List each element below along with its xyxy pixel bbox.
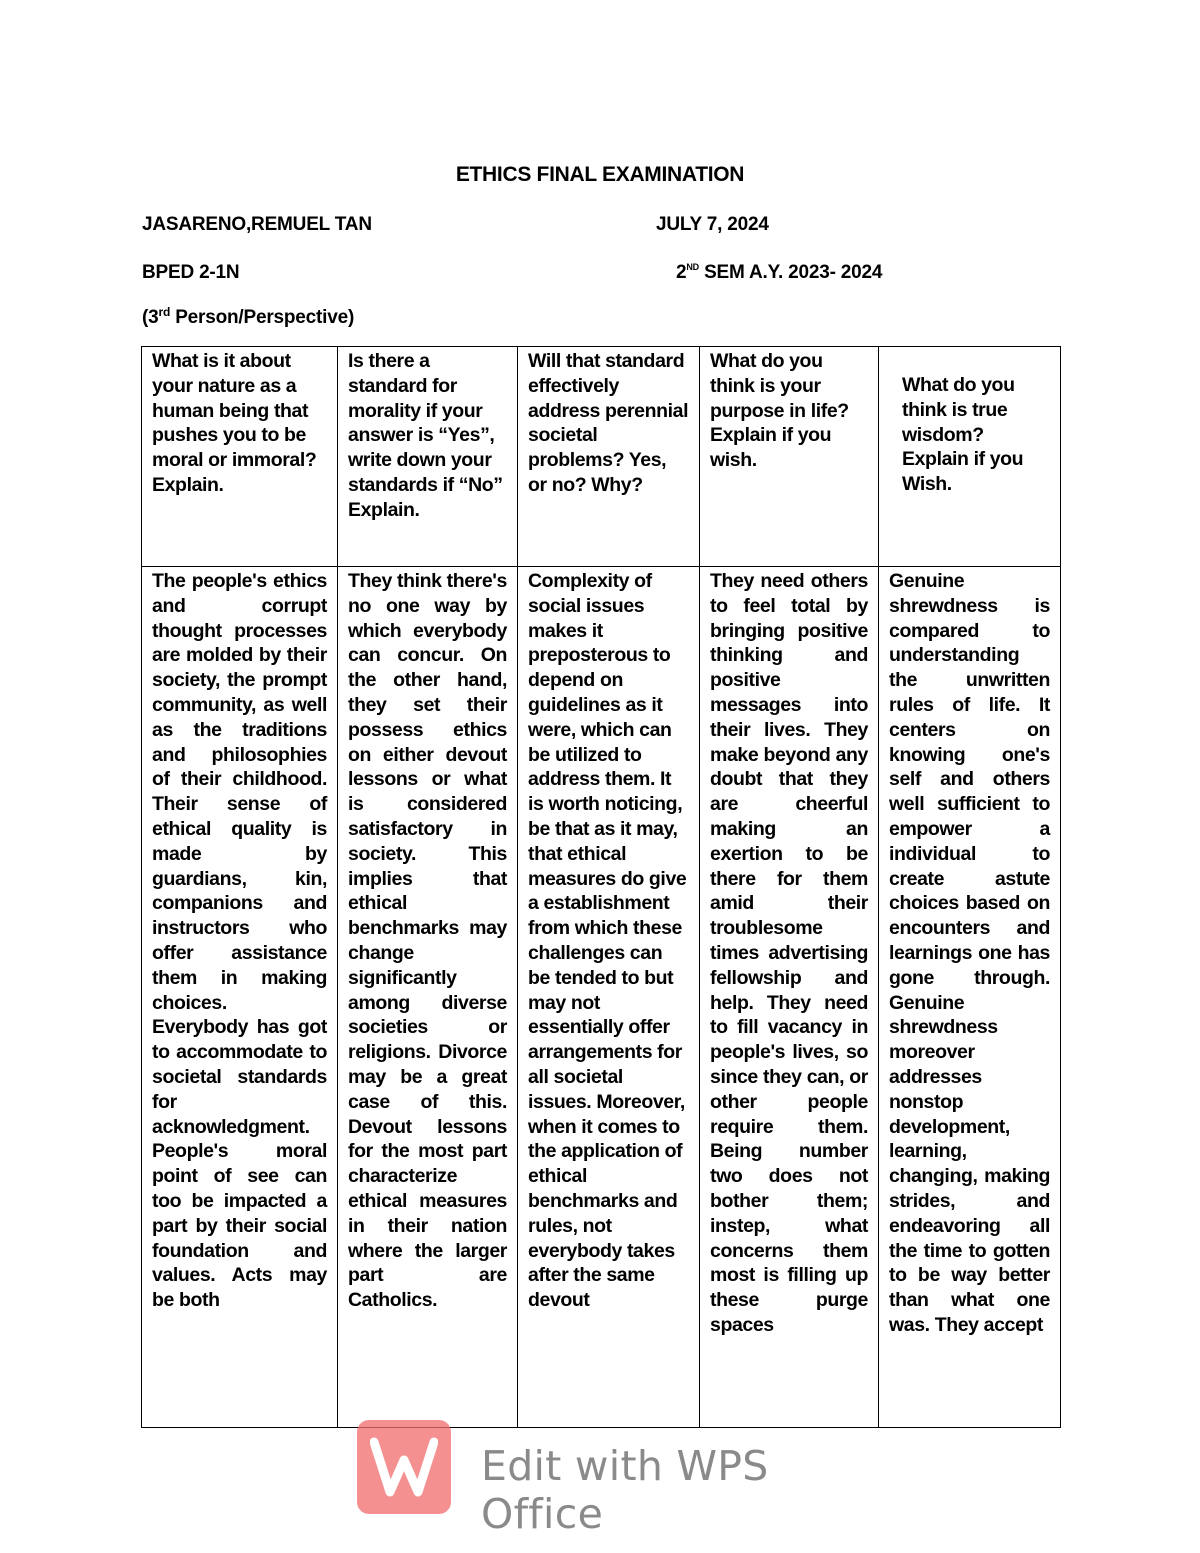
question-cell-3: Will that standard effectively address perennial societal problems? Yes, or no? Why? bbox=[518, 347, 700, 567]
question-cell-2: Is there a standard for morality if your answer is “Yes”, write down your standards if “No” Explain. bbox=[338, 347, 518, 567]
question-cell-4: What do you think is your purpose in life? Explain if you wish. bbox=[700, 347, 879, 567]
answer-row bbox=[142, 567, 1061, 1428]
student-name: JASARENO,REMUEL TAN bbox=[142, 214, 372, 235]
semester-suffix: ND bbox=[686, 262, 699, 272]
answer-cell-1: The people's ethics and corrupt thought processes are molded by their society, the prompt community, as well as the traditions and philosophies of their childhood. Their sense of ethical quality is made by guardians, kin, companions and instructors who offer assistance them in making choices. Everybody has got to accommodate to societal standards for acknowledgment. People's moral point of see can too be impacted a part by their social foundation and values. Acts may be both bbox=[142, 567, 338, 1428]
exam-table bbox=[141, 346, 1061, 1428]
answer-cell-5: Genuine shrewdness is compared to understanding the unwritten rules of life. It centers on knowing one's self and others well sufficient to empower a individual to create astute choices based on encounters and learnings one has gone through. Genuine shrewdness moreover addresses nonstop development, learning, changing, making strides, and endeavoring all the time to gotten to be way better than what one was. They accept bbox=[879, 567, 1061, 1428]
perspective-sup: rd bbox=[158, 305, 171, 319]
question-cell-5: What do you think is true wisdom? Explain if you Wish. bbox=[879, 347, 1061, 567]
perspective-open: (3 bbox=[142, 307, 159, 328]
answer-cell-2: They think there's no one way by which everybody can concur. On the other hand, they set their possess ethics on either devout lessons or what is considered satisfactory in society. This implies that ethical benchmarks may change significantly among diverse societies or religions. Divorce may be a great case of this. Devout lessons for the most part characterize ethical measures in their nation where the larger part are Catholics. bbox=[338, 567, 518, 1428]
perspective-rest: Person/Perspective) bbox=[170, 307, 355, 328]
wps-watermark-text: Edit with WPS Office bbox=[481, 1442, 769, 1538]
semester-info bbox=[676, 262, 882, 284]
question-row bbox=[142, 347, 1061, 567]
question-cell-1: What is it about your nature as a human being that pushes you to be moral or immoral? Explain. bbox=[142, 347, 338, 567]
exam-date: JULY 7, 2024 bbox=[656, 214, 769, 235]
document-title: ETHICS FINAL EXAMINATION bbox=[455, 163, 745, 186]
semester-rest: SEM A.Y. 2023- 2024 bbox=[698, 262, 883, 283]
wps-office-logo-icon bbox=[357, 1420, 451, 1514]
perspective-note bbox=[142, 305, 354, 329]
answer-cell-3: Complexity of social issues makes it preposterous to depend on guidelines as it were, which can be utilized to address them. It is worth noticing, be that as it may, that ethical measures do give a establishment from which these challenges can be tended to but may not essentially offer arrangements for all societal issues. Moreover, when it comes to the application of ethical benchmarks and rules, not everybody takes after the same devout bbox=[518, 567, 700, 1428]
wps-watermark[interactable] bbox=[357, 1420, 877, 1538]
semester-ordinal: 2 bbox=[676, 262, 687, 283]
answer-cell-4: They need others to feel total by bringing positive thinking and positive messages into their lives. They make beyond any doubt that they are cheerful making an exertion to be there for them amid their troublesome times advertising fellowship and help. They need to fill vacancy in people's lives, so since they can, or other people require them. Being number two does not bother them; instep, what concerns them most is filling up these purge spaces bbox=[700, 567, 879, 1428]
class-section: BPED 2-1N bbox=[142, 262, 240, 283]
